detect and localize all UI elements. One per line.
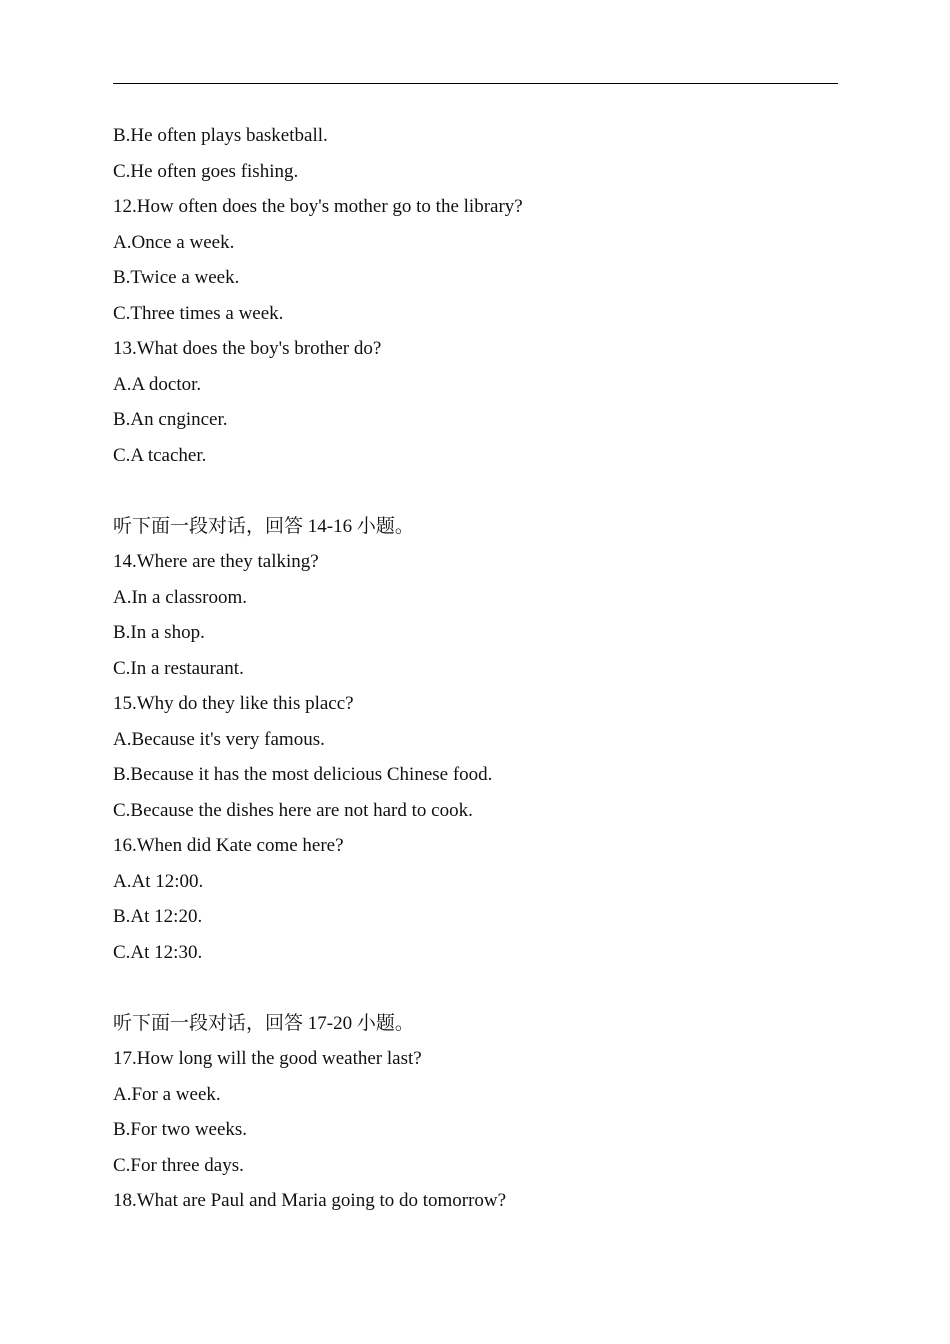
option-11c: C.He often goes fishing. — [113, 160, 299, 182]
option-14a: A.In a classroom. — [113, 586, 248, 608]
question-13: 13.What does the boy's brother do? — [113, 338, 382, 359]
question-18: 18.What are Paul and Maria going to do tomorrow? — [113, 1190, 507, 1211]
section-gap — [113, 970, 838, 1006]
option-13a: A.A doctor. — [113, 373, 202, 395]
option-16a: A.At 12:00. — [113, 870, 204, 892]
option-16b: B.At 12:20. — [113, 906, 203, 927]
option-12b: B.Twice a week. — [113, 267, 240, 288]
section-instruction-14-16: 听下面一段对话，回答 14-16 小题。 — [113, 515, 414, 537]
option-17a: A.For a week. — [113, 1083, 221, 1105]
question-14: 14.Where are they talking? — [113, 551, 319, 572]
page-content — [113, 118, 838, 1219]
option-12c: C.Three times a week. — [113, 302, 284, 324]
option-17b: B.For two weeks. — [113, 1119, 248, 1140]
section-a — [113, 118, 838, 473]
question-17: 17.How long will the good weather last? — [113, 1048, 422, 1069]
option-13b: B.An cngincer. — [113, 409, 228, 430]
option-15b: B.Because it has the most delicious Chinese food. — [113, 764, 493, 785]
question-12: 12.How often does the boy's mother go to the library? — [113, 196, 523, 217]
question-15: 15.Why do they like this placc? — [113, 693, 354, 714]
option-17c: C.For three days. — [113, 1154, 244, 1176]
option-15c: C.Because the dishes here are not hard to cook. — [113, 799, 473, 821]
option-14c: C.In a restaurant. — [113, 657, 244, 679]
option-16c: C.At 12:30. — [113, 941, 203, 963]
section-instruction-17-20: 听下面一段对话，回答 17-20 小题。 — [113, 1012, 414, 1034]
section-c — [113, 1006, 838, 1219]
question-16: 16.When did Kate come here? — [113, 835, 344, 856]
section-gap — [113, 473, 838, 509]
section-b — [113, 509, 838, 971]
option-12a: A.Once a week. — [113, 231, 235, 253]
option-13c: C.A tcacher. — [113, 444, 207, 466]
option-11b: B.He often plays basketball. — [113, 125, 328, 146]
header-rule — [113, 83, 838, 84]
option-15a: A.Because it's very famous. — [113, 728, 325, 750]
option-14b: B.In a shop. — [113, 622, 205, 643]
